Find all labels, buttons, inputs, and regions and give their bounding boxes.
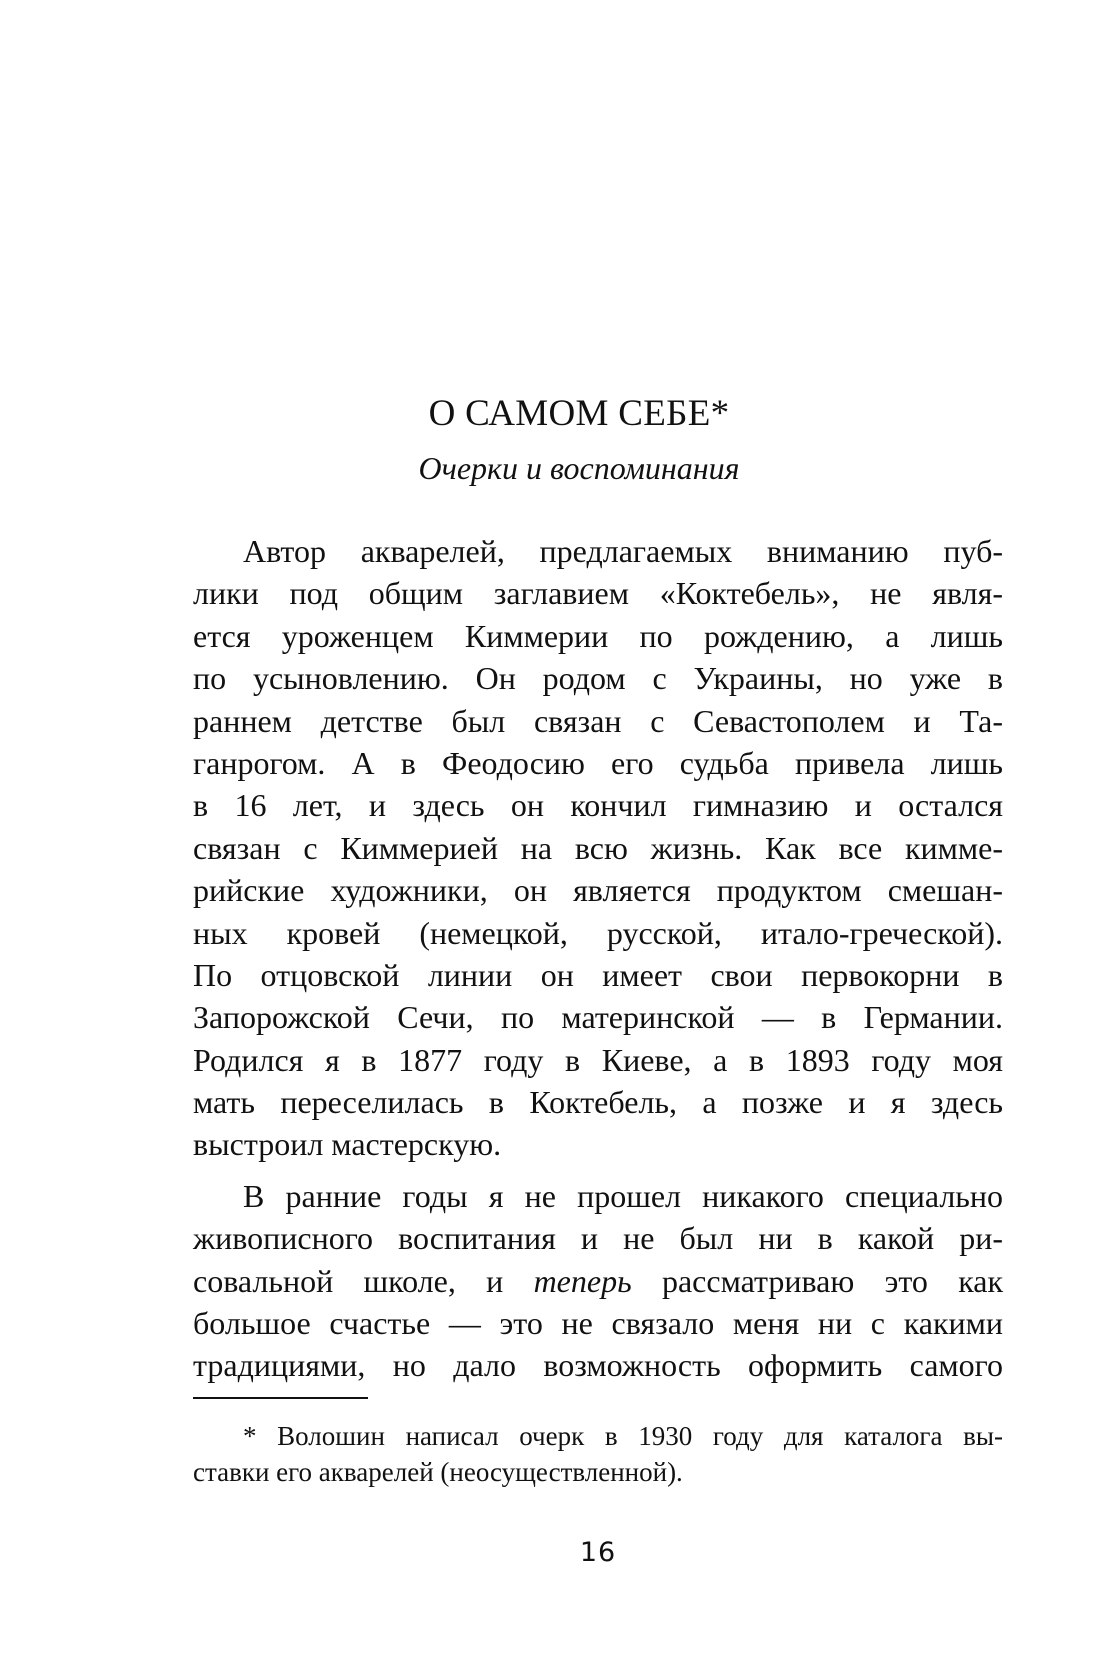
text-line: рийские художники, он является продуктом смешан- [193,872,1003,909]
text-line: связан с Киммерией на всю жизнь. Как все кимме- [193,829,1003,866]
footnote-line: ставки его акварелей (неосуществленной). [193,1457,683,1487]
footnote [193,1418,1003,1490]
footnote-separator [193,1397,368,1399]
text-line: выстроил мастерскую. [193,1126,502,1163]
text-line: лики под общим заглавием «Коктебель», не явля- [193,575,1003,612]
text-line: ется уроженцем Киммерии по рождению, а лишь [193,617,1003,654]
footnote-line: * Волошин написал очерк в 1930 году для каталога вы- [243,1421,1003,1451]
text-line: В ранние годы я не прошел никакого специально [243,1177,1003,1214]
text-line: живописного воспитания и не был ни в какой ри- [193,1220,1003,1257]
body-text [193,530,1003,1387]
text-line: совальной школе, и теперь рассматриваю это как [193,1262,1003,1299]
text-line: ганрогом. А в Феодосию его судьба привела лишь [193,744,1003,781]
text-line: мать переселилась в Коктебель, а позже и я здесь [193,1084,1003,1121]
emphasized-word: теперь [533,1262,632,1299]
chapter-title: О САМОМ СЕБЕ* [428,393,730,434]
chapter-subtitle: Очерки и воспоминания [418,450,740,486]
text-line: ных кровей (немецкой, русской, итало-греческой). [193,914,1003,951]
text-line: в 16 лет, и здесь он кончил гимназию и остался [193,787,1003,824]
text-line: по усыновлению. Он родом с Украины, но уже в [193,660,1003,697]
text-line: Родился я в 1877 году в Киеве, а в 1893 году моя [193,1041,1003,1078]
text-line: большое счастье — это не связало меня ни с какими [193,1305,1003,1342]
text-line: Автор акварелей, предлагаемых вниманию пуб- [243,533,1003,569]
text-line: раннем детстве был связан с Севастополем и Та- [193,702,1003,739]
text-line: По отцовской линии он имеет свои первокорни в [193,956,1003,993]
text-line: традициями, но дало возможность оформить самого [193,1347,1003,1384]
text-line: Запорожской Сечи, по материнской — в Германии. [193,999,1003,1036]
page-number: 16 [579,1537,617,1568]
